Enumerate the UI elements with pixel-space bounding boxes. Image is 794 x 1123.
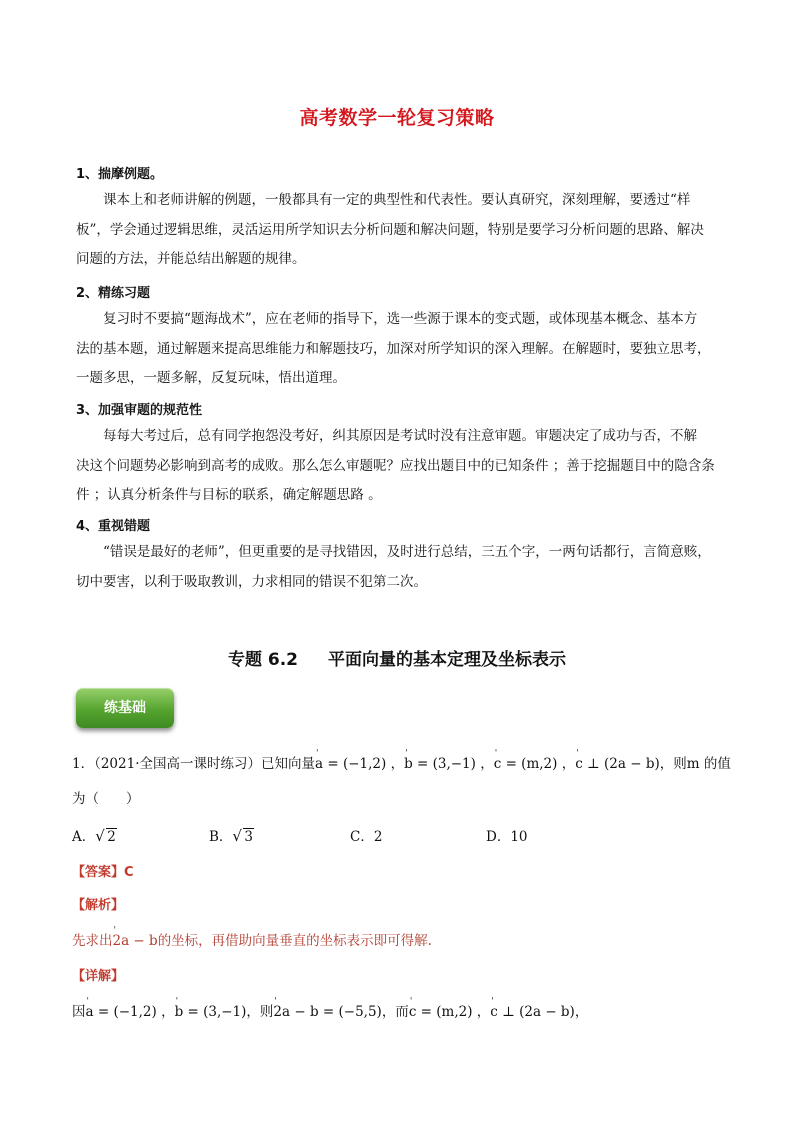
paragraph-line: 问题的方法，并能总结出解题的规律。 <box>76 251 306 267</box>
detail-vector-a: ' a = (−1,2) <box>86 1004 157 1020</box>
topic-title <box>0 645 794 670</box>
radicand: 2 <box>107 829 116 845</box>
question-stem: 1．（2021·全国高一课时练习）已知向量' a = (−1,2) ，' b = (3,−1) ，' c = (m,2) ，' c ⊥ (2a − b)，则m 的值 <box>72 752 731 772</box>
detail-difference: ' 2a − b = (−5,5) <box>273 1004 381 1020</box>
option-c[interactable] <box>350 825 382 845</box>
analysis-expression: ' 2a − b <box>113 933 158 949</box>
question-line-2: 为（ ） <box>72 791 140 807</box>
section-body-2 <box>76 305 724 394</box>
section-body-3 <box>76 422 724 511</box>
detail-vector-b: ' b = (3,−1) <box>175 1004 247 1020</box>
paragraph-line: 板”，学会通过逻辑思维，灵活运用所学知识去分析问题和解决问题，特别是要学习分析问题的思路、解决 <box>76 221 704 238</box>
detail-end: ， <box>574 1004 589 1020</box>
analysis-tag: 【解析】 <box>72 898 125 913</box>
section-heading-4: 4、重视错题 <box>76 519 151 534</box>
topic-name: 平面向量的基本定理及坐标表示 <box>328 650 567 670</box>
perpendicular-condition: ' c ⊥ (2a − b) <box>575 756 660 772</box>
practice-basics-button[interactable]: 练基础 <box>76 688 174 728</box>
paragraph-line: 每每大考过后，总有同学抱怨没考好，纠其原因是考试时没有注意审题。审题决定了成功与否，不解 <box>103 428 697 444</box>
paragraph-line: 件 ；认真分析条件与目标的联系，确定解题思路 。 <box>76 487 382 503</box>
option-value: 2 <box>373 829 383 845</box>
paragraph-line: “错误是最好的老师”，但更重要的是寻找错因，及时进行总结，三五个字，一两句话都行，言简意赅， <box>103 544 711 560</box>
paragraph-line: 复习时不要搞“题海战术”，应在老师的指导下，选一些源于课本的变式题，或体现基本概念、基本方 <box>103 311 698 327</box>
section-heading-2: 2、精练习题 <box>76 286 151 301</box>
option-d[interactable] <box>486 825 528 845</box>
detail-perpendicular: ' c ⊥ (2a − b) <box>490 1004 575 1020</box>
detail-mid: ，则 <box>246 1004 274 1020</box>
section-heading-3: 3、加强审题的规范性 <box>76 403 203 418</box>
option-label: A． <box>72 829 96 845</box>
sqrt-expression <box>95 829 117 845</box>
sqrt-expression <box>232 829 254 845</box>
vector-b-definition: ' b = (3,−1) <box>404 756 476 772</box>
detail-line: 因' a = (−1,2) ，' b = (3,−1)，则' 2a − b = (−5,5)，而' c = (m,2) ，' c ⊥ (2a − b)， <box>72 1000 588 1020</box>
question-tail: ，则m 的值 <box>659 756 731 772</box>
analysis-pre: 先求出 <box>72 933 113 949</box>
option-b[interactable] <box>209 825 254 845</box>
page-title: 高考数学一轮复习策略 <box>299 107 495 129</box>
detail-and: ，而 <box>381 1004 409 1020</box>
detail-vector-c: ' c = (m,2) <box>409 1004 473 1020</box>
answer-tag: 【答案】C <box>72 865 134 880</box>
analysis-post: 的坐标，再借助向量垂直的坐标表示即可得解. <box>157 933 432 949</box>
paragraph-line: 决这个问题势必影响到高考的成败。那么怎么审题呢？应找出题目中的已知条件 ；善于挖掘题目中的隐含条 <box>76 457 715 474</box>
section-body-1 <box>76 186 724 275</box>
analysis-text <box>72 929 432 949</box>
paragraph-line: 一题多思，一题多解，反复玩味，悟出道理。 <box>76 370 346 386</box>
detail-pre: 因 <box>72 1004 86 1020</box>
sqrt-sign-icon: √ <box>232 827 242 845</box>
question-prefix: 1．（2021·全国高一课时练习）已知向量 <box>72 756 315 772</box>
vector-a-definition: ' a = (−1,2) <box>315 756 386 772</box>
section-body-4 <box>76 538 724 597</box>
option-label: C． <box>350 829 374 845</box>
sqrt-sign-icon: √ <box>95 827 105 845</box>
section-heading-1: 1、揣摩例题。 <box>76 167 164 182</box>
paragraph-line: 课本上和老师讲解的例题，一般都具有一定的典型性和代表性。要认真研究，深刻理解，要透过“样 <box>103 192 691 208</box>
vector-c-definition: ' c = (m,2) <box>494 756 558 772</box>
option-value: 10 <box>510 829 528 845</box>
radicand: 3 <box>244 829 254 845</box>
option-label: B． <box>209 829 233 845</box>
paragraph-line: 法的基本题，通过解题来提高思维能力和解题技巧，加深对所学知识的深入理解。在解题时，要独立思考， <box>76 340 711 357</box>
topic-number: 专题 6.2 <box>227 650 299 670</box>
option-label: D． <box>486 829 511 845</box>
paragraph-line: 切中要害，以利于吸取教训，力求相同的错误不犯第二次。 <box>76 573 427 590</box>
detail-tag: 【详解】 <box>72 969 125 984</box>
option-a[interactable] <box>72 825 117 845</box>
